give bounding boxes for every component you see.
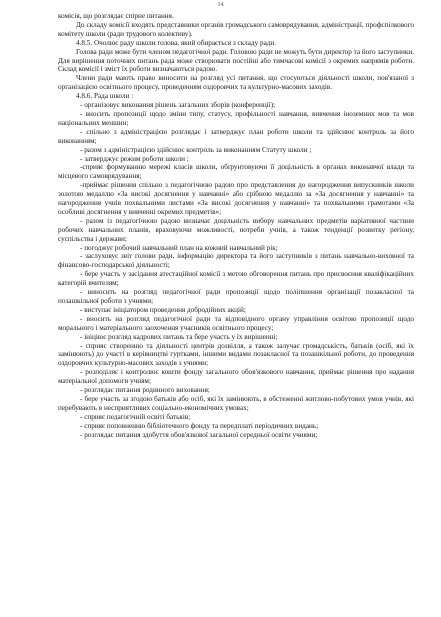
list-item: - погоджує робочий навчальний план на кожний навчальний рік;: [80, 243, 278, 252]
list-item: - заслуховує звіт голови ради, інформацію директора та його заступників з питань навчально-виховної та фінансово-господарської діяльності;: [58, 252, 414, 270]
document-body: [58, 12, 414, 440]
list-item: - сприяє поповненню бібліотечного фонду та передплаті періодичних видань;: [80, 421, 319, 430]
duties-list: [58, 101, 414, 439]
list-item: - бере участь у засідання атестаційної комісії з метою обговорення питань про присвоєння кваліфікаційних категорій вчителям;: [58, 270, 414, 288]
list-item: - затверджує режим роботи школи ;: [80, 154, 189, 163]
list-item: -приймає рішення спільно з педагогічною радою про представлення до нагородження випускників школи золотою медаллю «За високі досягнення у навчанні» або срібною медаллю за «За досягнення у навчанні» та нагородження учнів похвальними листами «За високі досягнення у навчанні» та похвальними грамотами «За особливі досягнення у вивченні окремих предметів»;: [58, 181, 414, 216]
list-item: - розподіляє і контролює кошти фонду загального обов'язкового навчання, приймає рішення про надання матеріальної допомоги учням;: [58, 368, 414, 386]
paragraph: Члени ради мають право виносити на розгляд усі питання, що стосуються діяльності школи, пов'язаної з організацією освітнього процесу, проведенням оздоровчих та культурно-масових заходів.: [58, 74, 414, 92]
paragraph: комісія, що розглядає спірне питання.: [58, 12, 174, 20]
list-item: - сприяє створенню та діяльності центрів дозвілля, а також залучає громадськість, батьків (осіб, які їх замінюють) до участі в керівництві гуртками, іншими видами позакласної та позашкільної роботи, до проведення оздоровчих культурно-масових заходів з учнями;: [58, 341, 414, 368]
page-number: 14: [217, 2, 224, 8]
list-item: - вносить на розгляд педагогічної ради та відповідного органу управління освітою пропозиції щодо морального і матеріального заохочення учасників освітнього процесу;: [58, 314, 414, 332]
list-item: - бере участь за згодою батьків або осіб, які їх замінюють, в обстеженні житлово-побутових умов учнів, які перебувають в несприятливих соціально-економічних умовах;: [58, 394, 414, 412]
paragraph: До складу комісії входять представники органів громадського самоврядування, адміністрації, профспілкового комітету школи (ради трудового колективу).: [58, 20, 414, 38]
list-item: -сприяє формуванню мережі класів школи, обґрунтовуючи її доцільність в органах виконавчої влади та місцевого самоврядування;: [58, 163, 414, 181]
section-heading: 4.8.6. Рада школи :: [76, 92, 134, 101]
list-item: - вносить пропозиції щодо зміни типу, статусу, профільності навчання, вивчення іноземних мов та мов національних меншин;: [58, 109, 414, 127]
list-item: - спільно з адміністрацією розглядає і затверджує план роботи школи та здійснює контроль за його виконанням;: [58, 127, 414, 145]
list-item: - розглядає питання здобуття обов'язкової загальної середньої освіти учнями;: [80, 430, 318, 439]
list-item: - разом із педагогічною радою визначає доцільність вибору навчальних предметів варіативної частини робочих навчальних планів, враховуючи можливості, потреби учнів, а також тенденції розвитку регіону, суспільства і держави;: [58, 216, 414, 243]
paragraph: Голова ради може бути членом педагогічної ради. Головою ради не можуть бути директор та його заступники. Для вирішення поточних питань рада може створювати постійні або тимчасові комісії з окремих напрямів роботи. Склад комісії і зміст їх роботи визначаються радою.: [58, 47, 414, 74]
list-item: - сприяє педагогічній освіті батьків;: [80, 412, 191, 421]
list-item: - виносить на розгляд педагогічної ради пропозиції щодо поліпшення організації позакласної та позашкільної роботи з учнями;: [58, 288, 414, 305]
list-item: - виступає ініціатором проведення добродійних акцій;: [80, 305, 246, 314]
section-heading: 4.8.5. Очолює раду школи голова, який обирається з складу ради.: [76, 38, 277, 47]
list-item: - організовує виконання рішень загальних зборів (конференції);: [80, 101, 276, 110]
list-item: - разом з адміністрацією здійснює контроль за виконанням Статуту школи ;: [80, 145, 312, 154]
list-item: - ініціює розгляд кадрових питань та бере участь у їх вирішенні;: [80, 332, 278, 341]
list-item: - розглядає питання родинного виховання;: [80, 386, 210, 395]
